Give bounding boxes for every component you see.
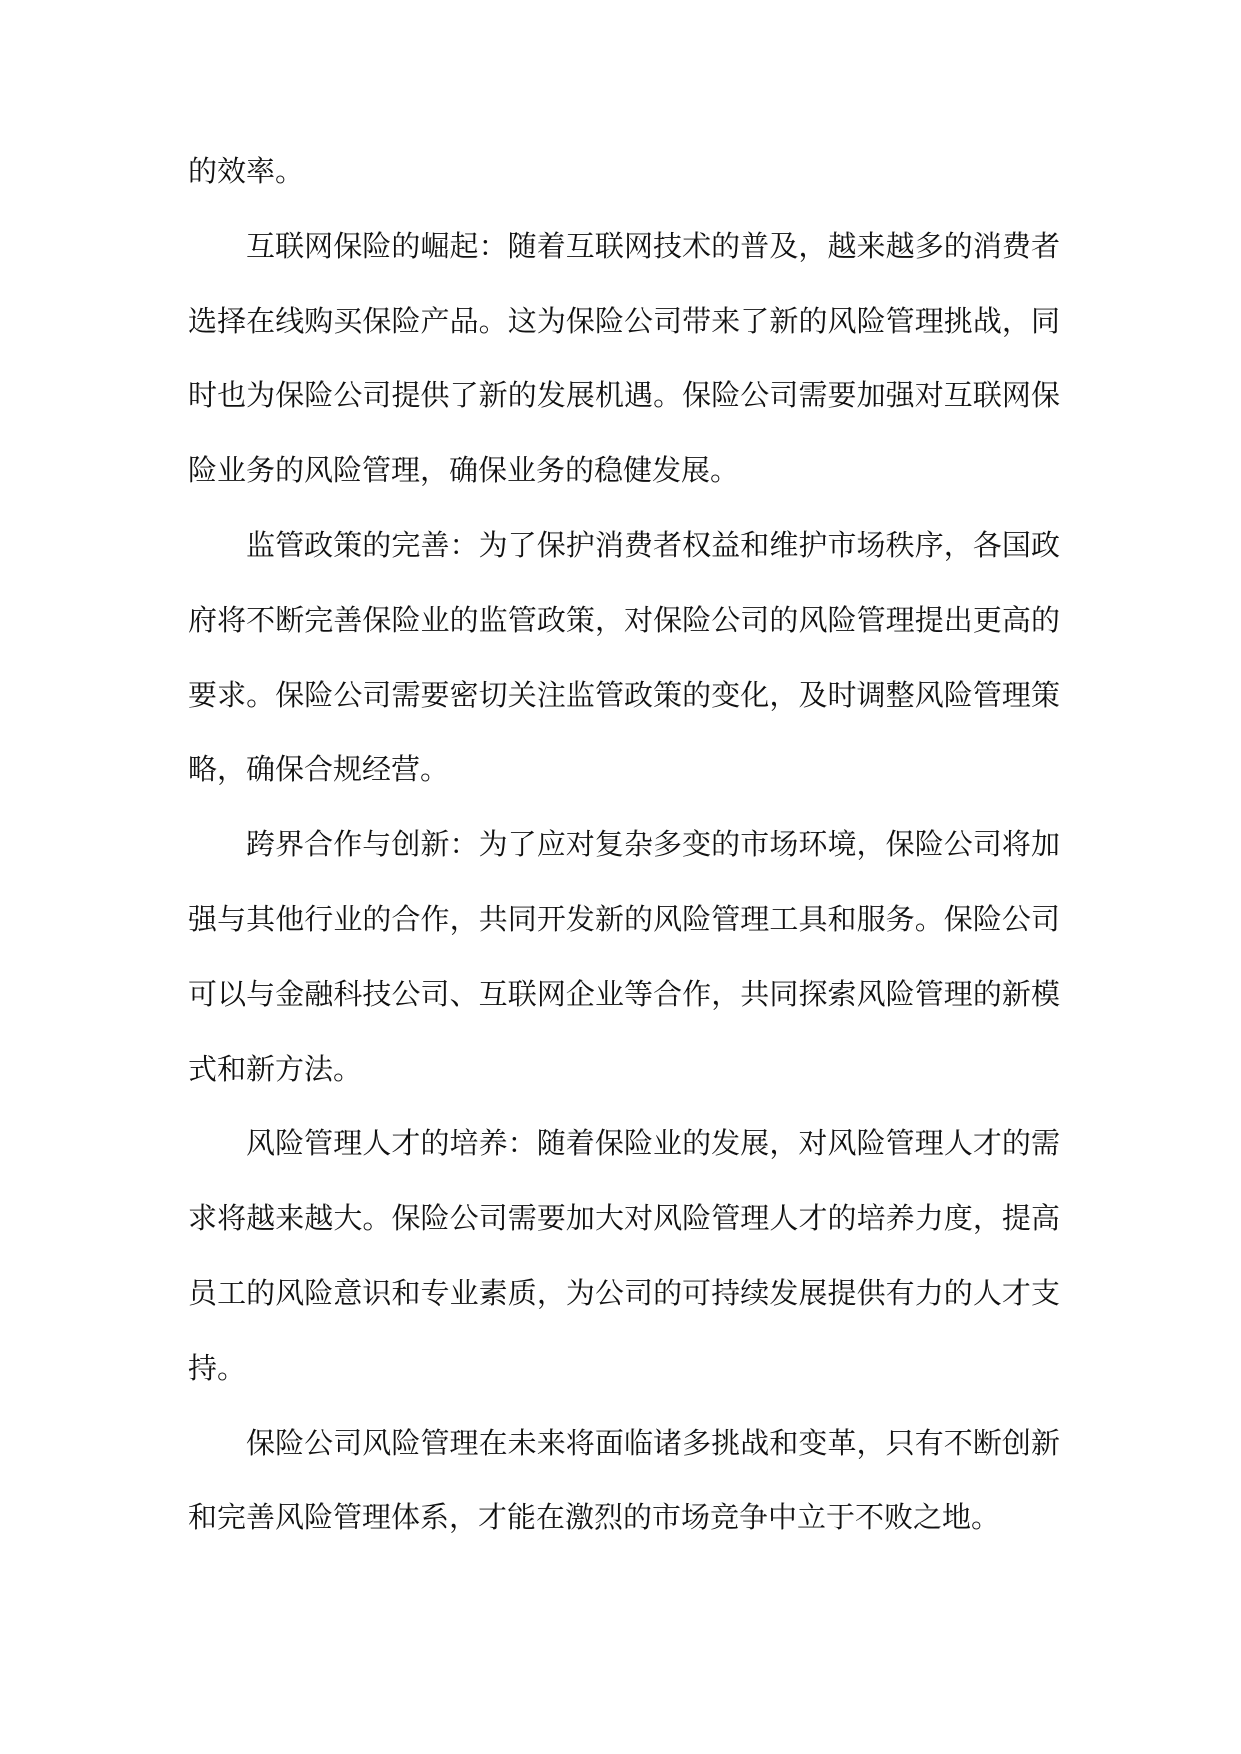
- paragraph-internet-insurance: 互联网保险的崛起：随着互联网技术的普及，越来越多的消费者选择在线购买保险产品。这为保险公司带来了新的风险管理挑战，同时也为保险公司提供了新的发展机遇。保险公司需要加强对互联网保险业务的风险管理，确保业务的稳健发展。: [188, 228, 1060, 488]
- paragraph-regulatory-policy: 监管政策的完善：为了保护消费者权益和维护市场秩序，各国政府将不断完善保险业的监管政策，对保险公司的风险管理提出更高的要求。保险公司需要密切关注监管政策的变化，及时调整风险管理策略，确保合规经营。: [188, 527, 1060, 787]
- paragraph-cross-industry-cooperation: 跨界合作与创新：为了应对复杂多变的市场环境，保险公司将加强与其他行业的合作，共同开发新的风险管理工具和服务。保险公司可以与金融科技公司、互联网企业等合作，共同探索风险管理的新模式和新方法。: [188, 827, 1060, 1086]
- paragraph-conclusion: 保险公司风险管理在未来将面临诸多挑战和变革，只有不断创新和完善风险管理体系，才能在激烈的市场竞争中立于不败之地。: [188, 1425, 1060, 1535]
- document-body: [188, 134, 1060, 1555]
- paragraph-talent-development: 风险管理人才的培养：随着保险业的发展，对风险管理人才的需求将越来越大。保险公司需要加大对风险管理人才的培养力度，提高员工的风险意识和专业素质，为公司的可持续发展提供有力的人才支持。: [188, 1126, 1060, 1385]
- paragraph-continuation: 的效率。: [188, 154, 305, 188]
